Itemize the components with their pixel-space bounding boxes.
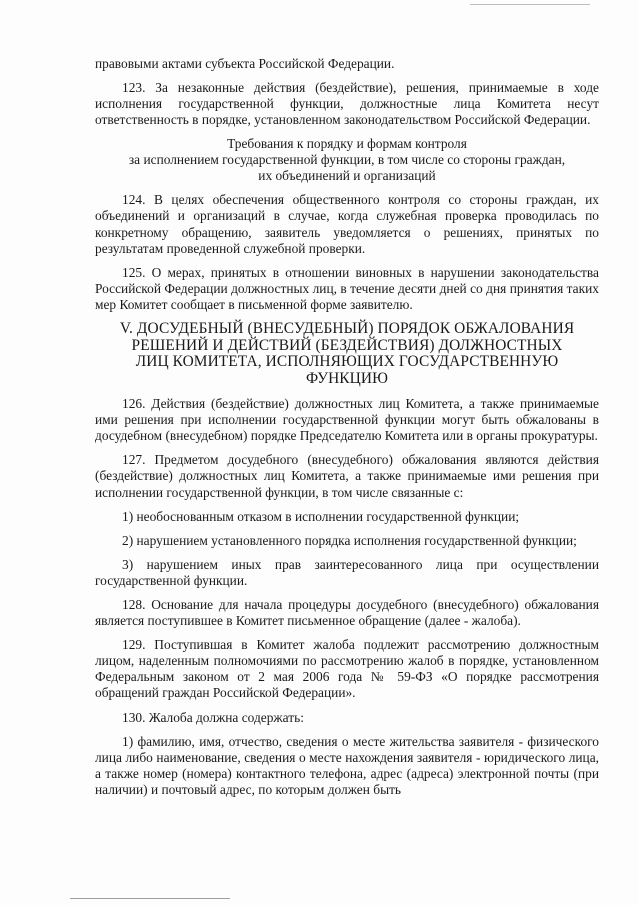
list-item-127-1: 1) необоснованным отказом в исполнении государственной функции;: [122, 508, 520, 524]
heading-line: Требования к порядку и формам контроля: [227, 136, 467, 152]
paragraph-129: 129. Поступившая в Комитет жалоба подлежит рассмотрению должностным лицом, наделенным полномочиями по рассмотрению жалоб в порядке, установленном Федеральным законом от 2 мая 2006 года № 59-ФЗ «О порядке рассмотрения обращений граждан Российской Федерации».: [95, 637, 599, 701]
section-v-heading: [95, 321, 599, 387]
control-requirements-heading: [95, 136, 599, 184]
paragraph-130: 130. Жалоба должна содержать:: [122, 709, 304, 725]
paragraph-125: 125. О мерах, принятых в отношении виновных в нарушении законодательства Российской Федерации должностных лиц, в течение десяти дней со дня принятия таких мер Комитет сообщает в письменной форме заявителю.: [95, 264, 599, 312]
heading-line: V. ДОСУДЕБНЫЙ (ВНЕСУДЕБНЫЙ) ПОРЯДОК ОБЖАЛОВАНИЯ: [119, 320, 575, 338]
paragraph-128: 128. Основание для начала процедуры досудебного (внесудебного) обжалования является поступившее в Комитет письменное обращение (далее - жалоба).: [95, 596, 599, 629]
heading-line: их объединений и организаций: [258, 168, 436, 184]
paragraph-127: 127. Предметом досудебного (внесудебного) обжалования являются действия (бездействие) должностных лиц Комитета, а также принимаемые ими решения при исполнении государственной функции, в том числе связанные с:: [95, 452, 599, 500]
scan-artifact-line: [470, 4, 590, 5]
page-content: [95, 56, 599, 806]
scan-artifact-rule: [70, 898, 230, 899]
paragraph-124: 124. В целях обеспечения общественного контроля со стороны граждан, их объединений и организаций в случае, когда служебная проверка проводилась по конкретному обращению, заявитель уведомляется о решениях, принятых по результатам проведенной служебной проверки.: [95, 192, 599, 256]
paragraph-continuation: правовыми актами субъекта Российской Федерации.: [95, 56, 395, 71]
list-item-127-2: 2) нарушением установленного порядка исполнения государственной функции;: [122, 532, 577, 548]
heading-line: за исполнением государственной функции, в том числе со стороны граждан,: [128, 152, 566, 168]
list-item-127-3: 3) нарушением иных прав заинтересованного лица при осуществлении государственной функции.: [95, 556, 599, 588]
heading-line: РЕШЕНИЙ И ДЕЙСТВИЙ (БЕЗДЕЙСТВИЯ) ДОЛЖНОСТНЫХ: [131, 336, 563, 354]
paragraph-123: 123. За незаконные действия (бездействие), решения, принимаемые в ходе исполнения государственной функции, должностные лица Комитета несут ответственность в порядке, установленном законодательством Российской Федерации.: [95, 80, 599, 128]
list-item-130-1: 1) фамилию, имя, отчество, сведения о месте жительства заявителя - физического лица либо наименование, сведения о месте нахождения заявителя - юридического лица, а также номер (номера) контактного телефона, адрес (адреса) электронной почты (при наличии) и почтовый адрес, по которым должен быть: [95, 733, 599, 797]
paragraph-126: 126. Действия (бездействие) должностных лиц Комитета, а также принимаемые ими решения при исполнении государственной функции могут быть обжалованы в досудебном (внесудебном) порядке Председателю Комитета или в органы прокуратуры.: [95, 396, 599, 444]
heading-line: ЛИЦ КОМИТЕТА, ИСПОЛНЯЮЩИХ ГОСУДАРСТВЕННУЮ ФУНКЦИЮ: [135, 353, 559, 387]
